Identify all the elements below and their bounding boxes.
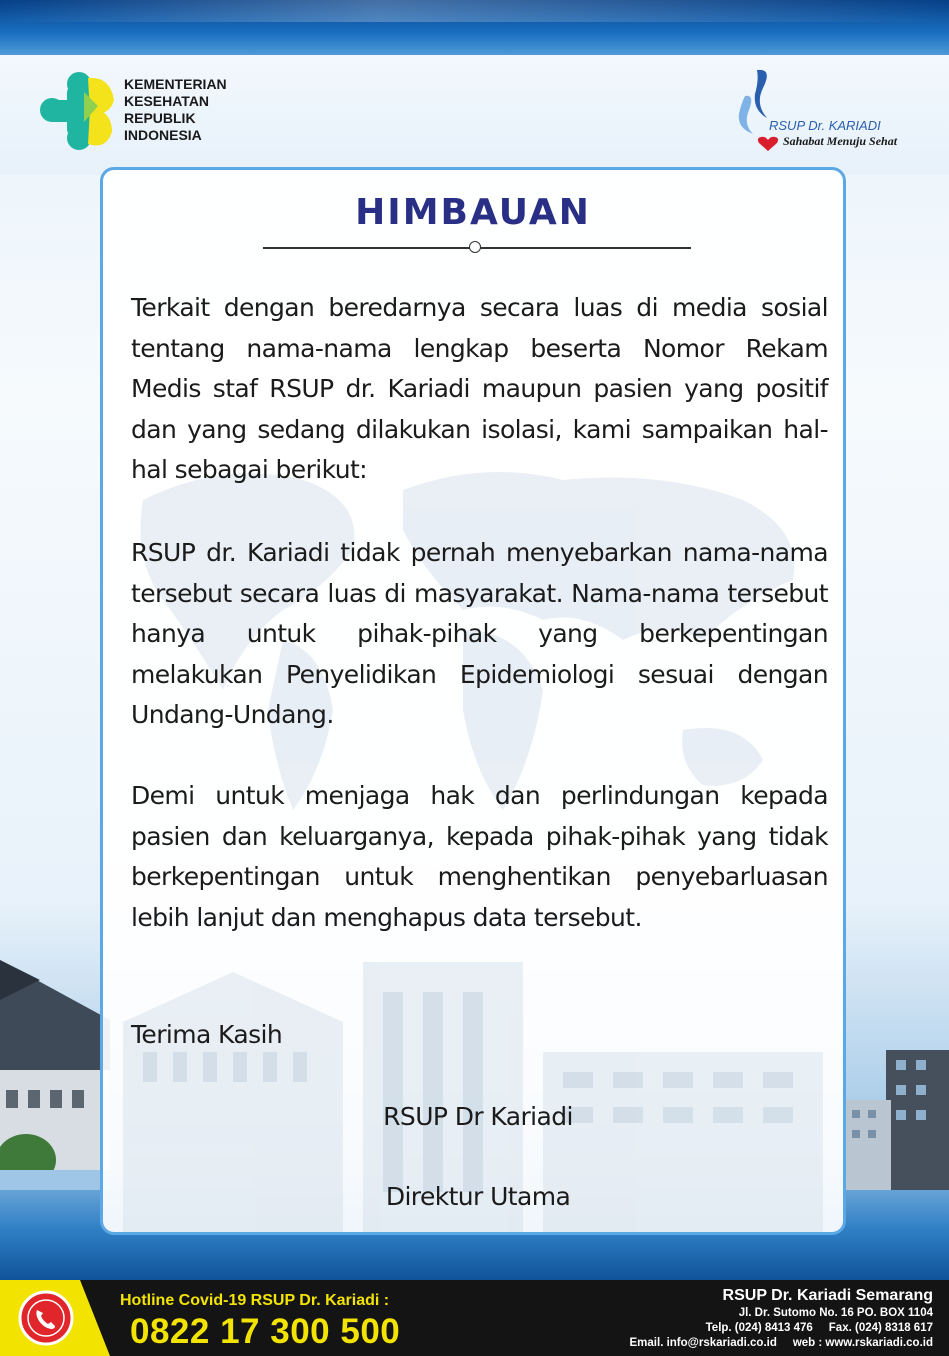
title-divider-dot — [469, 241, 481, 253]
footer — [0, 1280, 949, 1356]
ministry-logo — [38, 70, 268, 154]
contact-info — [630, 1286, 933, 1351]
ministry-name — [124, 76, 227, 144]
signature-title: Direktur Utama — [385, 1182, 571, 1211]
signature-organization: RSUP Dr Kariadi — [383, 1102, 573, 1131]
contact-org-name: RSUP Dr. Kariadi Semarang — [722, 1287, 933, 1304]
ministry-line: KESEHATAN — [124, 93, 210, 109]
notice-card — [100, 167, 846, 1235]
closing-text: Terima Kasih — [131, 1020, 283, 1049]
contact-address: Jl. Dr. Sutomo No. 16 PO. BOX 1104 — [738, 1307, 933, 1319]
building-illustration-left — [0, 960, 110, 1190]
contact-phone-fax: Telp. (024) 8413 476 Fax. (024) 8318 617 — [705, 1322, 933, 1334]
ministry-line: REPUBLIK — [124, 110, 196, 126]
ministry-line: KEMENTERIAN — [124, 76, 227, 92]
ministry-line: INDONESIA — [124, 127, 202, 143]
notice-paragraph-2: RSUP dr. Kariadi tidak pernah menyebarkan nama-nama tersebut secara luas di masyarakat. Nama-nama tersebut hanya untuk pihak-pihak yang berkepentingan melakukan Penyelidikan Epidemiologi sesuai dengan Undang-Undang. — [131, 538, 828, 730]
hospital-logo-name: RSUP Dr. KARIADI — [769, 118, 881, 133]
hotline-number[interactable]: 0822 17 300 500 — [130, 1312, 401, 1351]
hospital-logo — [733, 66, 913, 156]
top-banner — [0, 0, 949, 55]
heart-icon — [757, 136, 779, 152]
phone-icon — [18, 1290, 74, 1346]
notice-title: HIMBAUAN — [355, 192, 591, 233]
hospital-tagline: Sahabat Menuju Sehat — [783, 134, 898, 148]
hotline-label: Hotline Covid-19 RSUP Dr. Kariadi : — [120, 1292, 390, 1309]
notice-paragraph-3: Demi untuk menjaga hak dan perlindungan kepada pasien dan keluarganya, kepada pihak-pihak yang tidak berkepentingan untuk menghentikan penyebarluasan lebih lanjut dan menghapus data tersebut. — [131, 781, 828, 932]
building-illustration-right — [846, 1050, 949, 1190]
contact-email-web[interactable]: Email. info@rskariadi.co.id web : www.rskariadi.co.id — [629, 1337, 933, 1349]
notice-paragraph-1: Terkait dengan beredarnya secara luas di media sosial tentang nama-nama lengkap beserta Nomor Rekam Medis staf RSUP dr. Kariadi maupun pasien yang positif dan yang sedang dilakukan isolasi, kami sampaikan hal-hal sebagai berikut: — [131, 293, 828, 485]
kemenkes-logo-icon — [38, 70, 120, 154]
